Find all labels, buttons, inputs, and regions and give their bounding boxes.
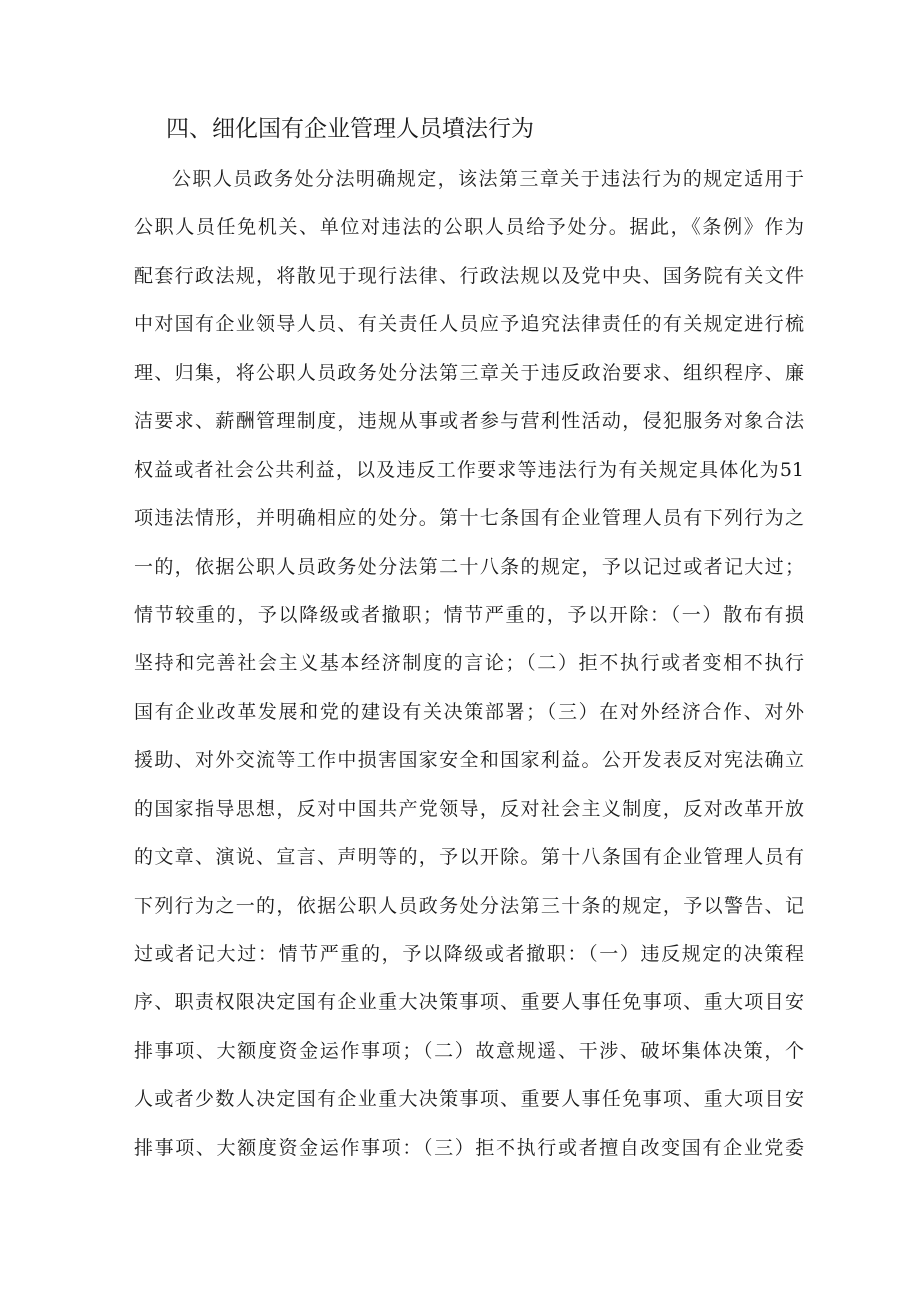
text-line: 一的，依据公职人员政务处分法第二十八条的规定，予以记过或者记大过； [134, 555, 804, 578]
text-line: 援助、对外交流等工作中损害国家安全和国家利益。公开发表反对宪法确立 [134, 749, 804, 772]
text-line: 项违法情形，并明确相应的处分。第十七条国有企业管理人员有下列行为之 [134, 507, 804, 530]
text-line: 洁要求、薪酬管理制度，违规从事或者参与营利性活动，侵犯服务对象合法 [134, 410, 804, 433]
text-line: 公职人员政务处分法明确规定，该法第三章关于违法行为的规定适用于 [172, 168, 804, 190]
text-line: 权益或者社会公共利益，以及违反工作要求等违法行为有关规定具体化为51 [134, 458, 804, 481]
text-line: 坚持和完善社会主义基本经济制度的言论；（二）拒不执行或者变相不执行 [134, 652, 804, 675]
text-line: 排事项、大额度资金运作事项：（三）拒不执行或者擅自改变国有企业党委 [134, 1136, 804, 1159]
text-line: 排事项、大额度资金运作事项；（二）故意规遥、干涉、破坏集体决策，个 [134, 1039, 804, 1062]
text-line: 的文章、演说、宣言、声明等的，予以开除。第十八条国有企业管理人员有 [134, 846, 804, 869]
text-line: 情节较重的，予以降级或者撤职；情节严重的，予以开除：（一）散布有损 [134, 603, 804, 626]
section-heading: 四、细化国有企业管理人员墳法行为 [166, 116, 534, 142]
text-line: 中对国有企业领导人员、有关责任人员应予追究法律责任的有关规定进行梳 [134, 313, 804, 336]
text-line: 公职人员任免机关、单位对违法的公职人员给予处分。据此，《条例》作为 [134, 216, 804, 239]
text-line: 国有企业改革发展和党的建设有关决策部署；（三）在对外经济合作、对外 [134, 700, 804, 723]
text-line: 人或者少数人决定国有企业重大决策事项、重要人事任免事项、重大项目安 [134, 1088, 804, 1111]
text-line: 序、职责权限决定国有企业重大决策事项、重要人事任免事项、重大项目安 [134, 991, 804, 1014]
text-line: 下列行为之一的，依据公职人员政务处分法第三十条的规定，予以警告、记 [134, 894, 804, 917]
text-line: 配套行政法规，将散见于现行法律、行政法规以及党中央、国务院有关文件 [134, 264, 804, 287]
text-line: 的国家指导思想，反对中国共产党领导，反对社会主义制度，反对改革开放 [134, 797, 804, 820]
text-line: 过或者记大过：情节严重的，予以降级或者撤职：（一）违反规定的决策程 [134, 943, 804, 965]
text-line: 理、归集，将公职人员政务处分法第三章关于违反政治要求、组织程序、廉 [134, 361, 804, 384]
body-paragraph [134, 155, 804, 1172]
